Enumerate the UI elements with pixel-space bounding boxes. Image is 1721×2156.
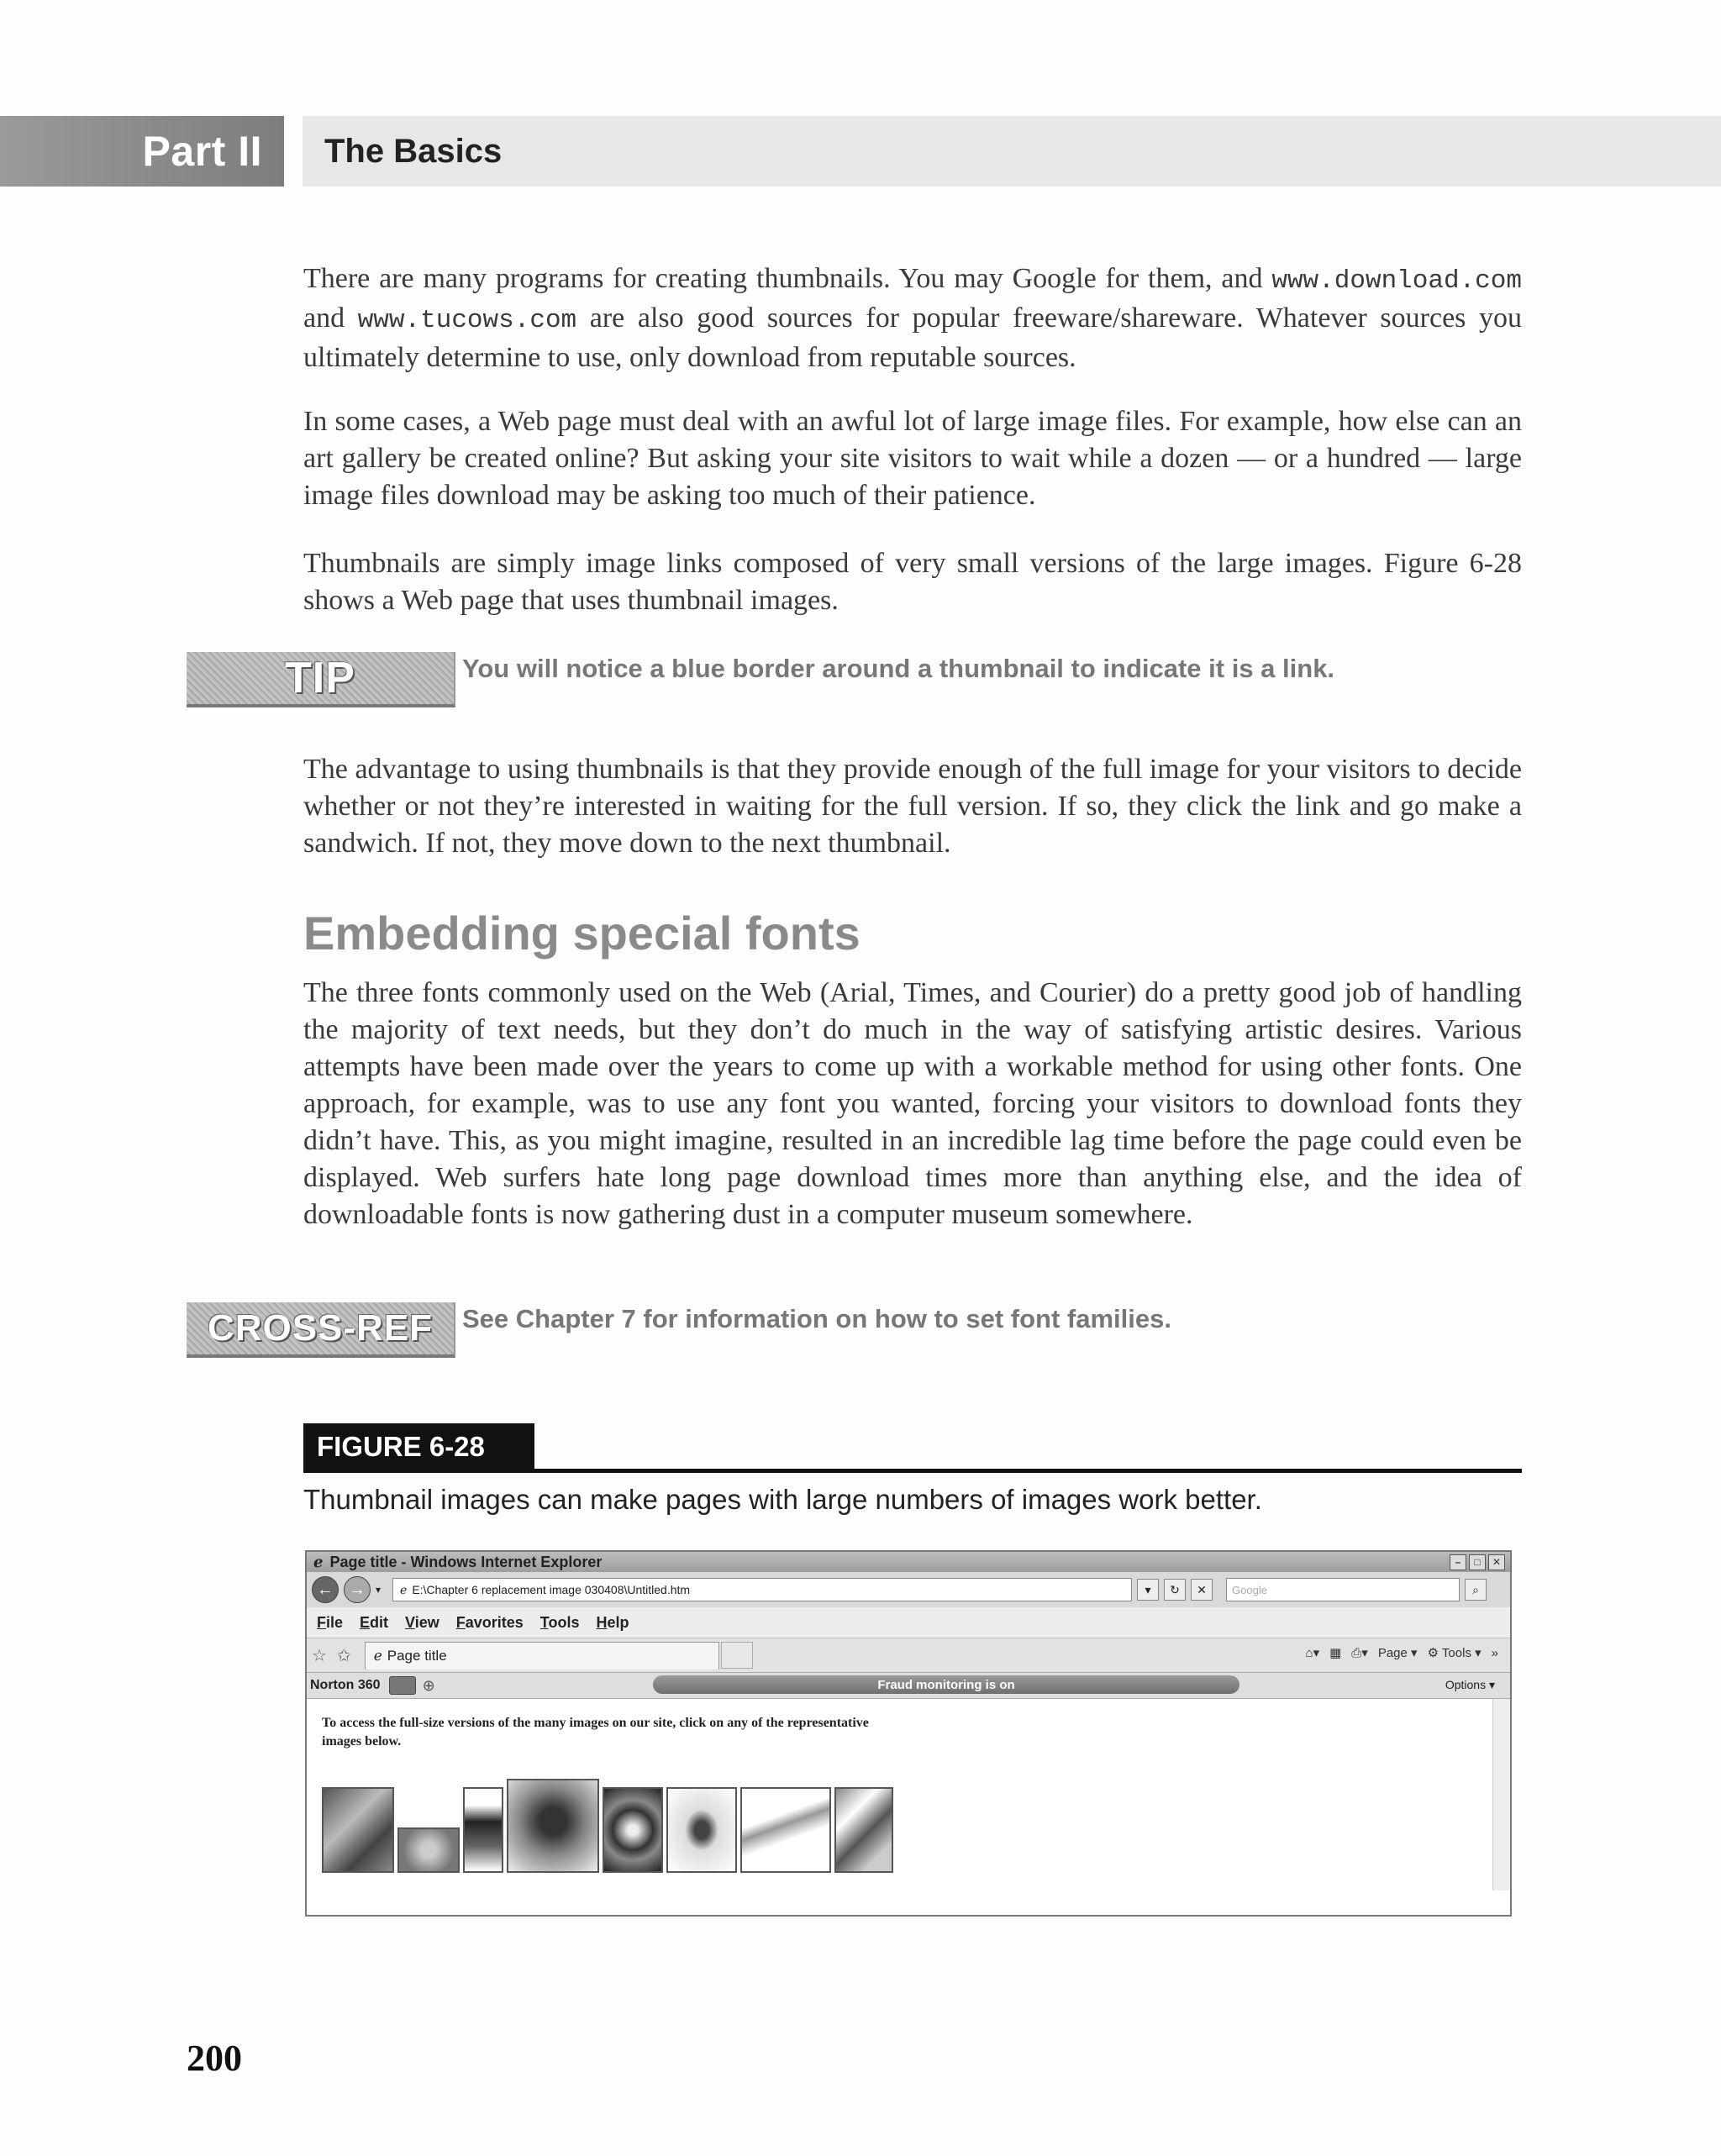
refresh-button[interactable]: ↻ (1164, 1579, 1186, 1601)
figure-caption: Thumbnail images can make pages with large numbers of images work better. (303, 1484, 1262, 1515)
thumbnail-flowers[interactable] (834, 1787, 893, 1873)
tab-page-title[interactable] (365, 1642, 719, 1670)
menu-view[interactable]: View (405, 1613, 439, 1631)
paragraph-text: There are many programs for creating thumbnails. You may Google for them, and (303, 263, 1272, 294)
menu-tools[interactable]: Tools (539, 1613, 580, 1631)
browser-title-bar (307, 1552, 1510, 1572)
maximize-button[interactable]: □ (1469, 1554, 1486, 1570)
thumbnail-row (322, 1779, 893, 1873)
paragraph-thumbnails-defined: Thumbnails are simply image links composed of very small versions of the large images. Figure 6-28 shows a Web page that uses thumbnail images. (303, 548, 1522, 616)
thumbnail-woman[interactable] (463, 1787, 503, 1873)
thumbnail-giraffe[interactable] (740, 1787, 831, 1873)
part-label: Part II (142, 128, 262, 175)
command-bar (1306, 1645, 1498, 1660)
favorites-star-icon[interactable]: ☆ (312, 1646, 327, 1665)
tools-menu[interactable]: ⚙ Tools ▾ (1427, 1646, 1482, 1660)
page-menu[interactable]: Page ▾ (1377, 1646, 1418, 1660)
stop-button[interactable]: ✕ (1191, 1579, 1213, 1601)
address-bar-row (307, 1572, 1510, 1607)
search-button[interactable]: ⌕ (1465, 1579, 1487, 1601)
menu-file[interactable]: File (317, 1613, 344, 1631)
ie-icon: ℯ (313, 1553, 324, 1570)
tip-text: You will notice a blue border around a thumbnail to indicate it is a link. (462, 654, 1335, 683)
paragraph-text: are also good sources for popular freeware/shareware. Whatever sources you ultimately determine to use, only download from reputable sources. (303, 302, 1523, 373)
home-icon[interactable]: ⌂▾ (1305, 1646, 1320, 1660)
thumbnail-meditation[interactable] (666, 1787, 737, 1873)
chapter-title: The Basics (324, 132, 503, 170)
search-input[interactable]: Google (1226, 1578, 1460, 1601)
forward-button[interactable]: → (344, 1576, 371, 1603)
url-tucows: www.tucows.com (357, 306, 577, 335)
fraud-monitoring-bar[interactable] (653, 1675, 1239, 1694)
chevron-more-icon[interactable]: » (1491, 1645, 1498, 1660)
globe-icon[interactable]: ⊕ (422, 1676, 435, 1694)
norton-icon[interactable] (389, 1676, 416, 1695)
crossref-badge (187, 1302, 455, 1358)
print-icon[interactable]: ⎙▾ (1351, 1646, 1368, 1660)
page-menu-label: Page (1377, 1646, 1408, 1660)
menu-bar (307, 1607, 1510, 1638)
tab-row (307, 1638, 1510, 1673)
paragraph-text: and (303, 302, 358, 334)
browser-title: Page title - Windows Internet Explorer (329, 1553, 603, 1570)
norton-toolbar (307, 1673, 1510, 1699)
tip-badge (187, 652, 455, 707)
figure-rule (303, 1469, 1522, 1473)
feeds-icon[interactable]: ▦ (1329, 1646, 1342, 1660)
part-tab (0, 116, 284, 187)
close-button[interactable]: ✕ (1488, 1554, 1505, 1570)
crossref-label: CROSS-REF (207, 1307, 434, 1349)
address-dropdown-button[interactable]: ▾ (1137, 1579, 1159, 1601)
page-icon: ℯ (400, 1582, 408, 1596)
chapter-header (303, 116, 1721, 187)
norton-label: Norton 360 (310, 1678, 381, 1692)
menu-edit[interactable]: Edit (360, 1613, 389, 1631)
tools-menu-label: Tools (1441, 1646, 1471, 1660)
vertical-scrollbar[interactable] (1492, 1699, 1510, 1890)
options-menu[interactable]: Options ▾ (1445, 1678, 1495, 1691)
thumbnail-food-dish[interactable] (397, 1827, 460, 1873)
browser-content (307, 1699, 1510, 1890)
minimize-button[interactable]: – (1450, 1554, 1466, 1570)
section-heading: Embedding special fonts (303, 907, 860, 960)
page-icon: ℯ (373, 1647, 382, 1664)
fraud-status: Fraud monitoring is on (877, 1677, 1015, 1692)
add-favorites-icon[interactable]: ✩ (336, 1646, 351, 1665)
menu-favorites[interactable]: Favorites (455, 1613, 524, 1631)
url-download: www.download.com (1271, 266, 1522, 296)
thumbnail-cake[interactable] (507, 1779, 599, 1873)
page-number: 200 (187, 2038, 242, 2079)
paragraph-special-fonts: The three fonts commonly used on the Web (Arial, Times, and Courier) do a pretty good job of handling the majority of text needs, but they don’t do much in the way of satisfying artistic desires. Various attempts have been made over the years to come up with a workable method for using other fonts. One approach, for example, was to use any font you wanted, forcing your visitors to download fonts they didn’t have. This, as you might imagine, resulted in an incredible lag time before the page could even be displayed. Web surfers hate long page download times more than anything else, and the idea of downloadable fonts is now gathering dust in a computer museum somewhere. (303, 977, 1522, 1230)
thumbnail-vegetables[interactable] (322, 1787, 394, 1873)
address-input[interactable] (392, 1578, 1132, 1601)
menu-help[interactable]: Help (596, 1613, 629, 1631)
options-label: Options (1445, 1678, 1487, 1691)
crossref-text: See Chapter 7 for information on how to set font families. (462, 1304, 1171, 1333)
back-button[interactable]: ← (312, 1576, 339, 1603)
history-dropdown-icon[interactable]: ▾ (376, 1584, 382, 1596)
paragraph-large-images: In some cases, a Web page must deal with an awful lot of large image files. For example, how else can an art gallery be created online? But asking your site visitors to wait while a dozen — or a hundred — large image files download may be asking too much of their patience. (303, 406, 1522, 511)
paragraph-thumbnail-sources (303, 260, 1522, 376)
address-text: E:\Chapter 6 replacement image 030408\Untitled.htm (412, 1583, 691, 1596)
paragraph-thumbnail-advantage: The advantage to using thumbnails is that they provide enough of the full image for your visitors to decide whether or not they’re interested in waiting for the full version. If so, they click the link and go make a sandwich. If not, they move down to the next thumbnail. (303, 754, 1522, 859)
tip-label: TIP (285, 654, 355, 702)
figure-label: FIGURE 6-28 (303, 1423, 534, 1470)
intro-text: To access the full-size versions of the many images on our site, click on any of the representative images below. (322, 1716, 869, 1748)
browser-screenshot (305, 1550, 1512, 1917)
thumbnail-fireworks[interactable] (603, 1787, 663, 1873)
tab-label: Page title (387, 1647, 447, 1664)
new-tab-button[interactable] (721, 1642, 753, 1669)
